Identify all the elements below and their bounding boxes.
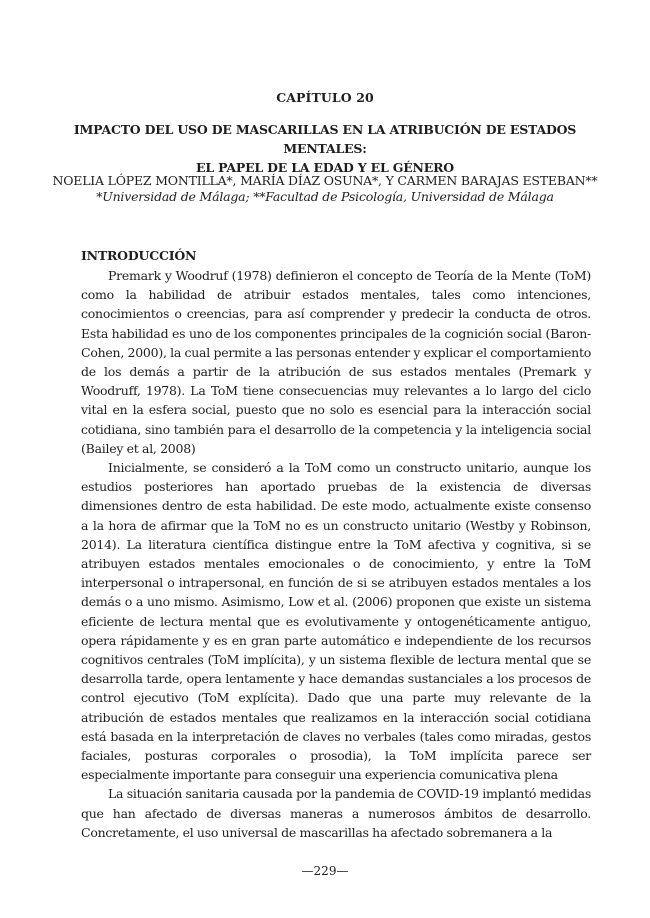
affiliations: *Universidad de Málaga; **Facultad de Psicología, Universidad de Málaga — [96, 189, 554, 204]
authors: NOELIA LÓPEZ MONTILLA*, MARÍA DÍAZ OSUNA*, Y CARMEN BARAJAS ESTEBAN** — [52, 173, 598, 188]
title-line-2: EL PAPEL DE LA EDAD Y EL GÉNERO — [196, 160, 454, 175]
section-heading: INTRODUCCIÓN — [81, 248, 197, 263]
paragraph-1: Premark y Woodruf (1978) definieron el concepto de Teoría de la Mente (ToM) como la habilidad de atribuir estados mentales, tales como intenciones, conocimientos o creencias, para así comprender y predecir la conducta de otros. Esta habilidad es uno de los componentes principales de la cognición social (Baron-Cohen, 2000), la cual permite a las personas entender y explicar el comportamiento de los demás a partir de la atribución de sus estados mentales (Premark y Woodruff, 1978). La ToM tiene consecuencias muy relevantes a lo largo del ciclo vital en la esfera social, puesto que no solo es esencial para la interacción social cotidiana, sino también para el desarrollo de la competencia y la inteligencia social (Bailey et al, 2008) — [81, 268, 591, 456]
page-number: —229— — [301, 864, 349, 878]
chapter-label: CAPÍTULO 20 — [276, 90, 374, 105]
chapter-title — [60, 120, 590, 177]
title-line-1: IMPACTO DEL USO DE MASCARILLAS EN LA ATRIBUCIÓN DE ESTADOS MENTALES: — [73, 122, 577, 156]
body-text — [81, 266, 591, 842]
paragraph-3: La situación sanitaria causada por la pandemia de COVID-19 implantó medidas que han afectado de diversas maneras a numerosos ámbitos de desarrollo. Concretamente, el uso universal de mascarillas ha afectado sobremanera a la — [81, 786, 591, 840]
paragraph-2: Inicialmente, se consideró a la ToM como un constructo unitario, aunque los estudios posteriores han aportado pruebas de la existencia de diversas dimensiones dentro de esta habilidad. De este modo, actualmente existe consenso a la hora de afirmar que la ToM no es un constructo unitario (Westby y Robinson, 2014). La literatura científica distingue entre la ToM afectiva y cognitiva, si se atribuyen estados mentales emocionales o de conocimiento, y entre la ToM interpersonal o intrapersonal, en función de si se atribuyen estados mentales a los demás o a uno mismo. Asimismo, Low et al. (2006) proponen que existe un sistema eficiente de lectura mental que es evolutivamente y ontogenéticamente antiguo, opera rápidamente y es en gran parte automático e independiente de los recursos cognitivos centrales (ToM implícita), y un sistema flexible de lectura mental que se desarrolla tarde, opera lentamente y hace demandas sustanciales a los procesos de control ejecutivo (ToM explícita). Dado que una parte muy relevante de la atribución de estados mentales que realizamos en la interacción social cotidiana está basada en la interpretación de claves no verbales (tales como miradas, gestos faciales, posturas corporales o prosodia), la ToM implícita parece ser especialmente importante para conseguir una experiencia comunicativa plena — [81, 460, 591, 783]
